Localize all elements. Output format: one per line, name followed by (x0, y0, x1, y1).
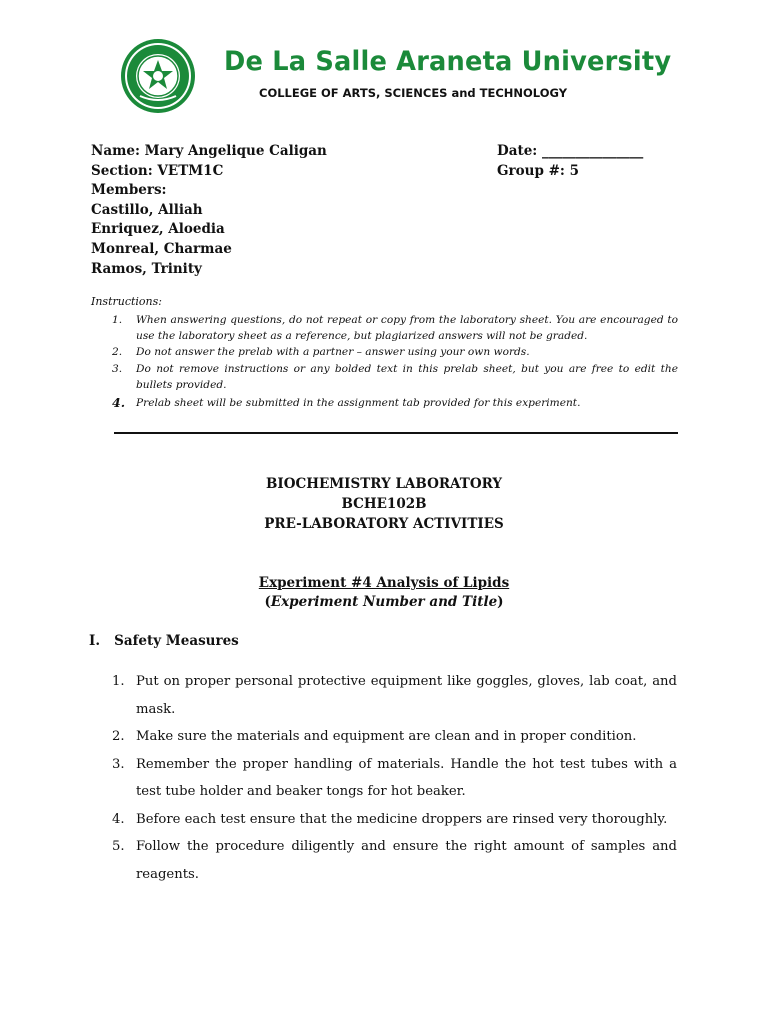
instructions-list (112, 312, 678, 411)
course-title: BIOCHEMISTRY LABORATORY (265, 476, 503, 492)
member-item: Ramos, Trinity (91, 260, 202, 277)
activity-title: PRE-LABORATORY ACTIVITIES (264, 516, 504, 532)
date-group-block (497, 142, 643, 181)
safety-item: 3. Remember the proper handling of materials. Handle the hot test tubes with a test tube holder and beaker tongs for hot beaker. (112, 756, 677, 799)
safety-item: 5. Follow the procedure diligently and ensure the right amount of samples and reagents. (112, 839, 677, 882)
instruction-item: 2. Do not answer the prelab with a partner – answer using your own words. (112, 346, 530, 359)
student-name: Name: Mary Angelique Caligan (91, 143, 327, 159)
college-name: COLLEGE OF ARTS, SCIENCES and TECHNOLOGY (259, 86, 568, 100)
date-field: Date: _______________ (497, 143, 644, 159)
instruction-item: 1. When answering questions, do not repeat or copy from the laboratory sheet. You are encouraged to use the laboratory sheet as a reference, but plagiarized answers will not be graded. (112, 314, 678, 343)
instructions-title: Instructions: (91, 295, 162, 308)
group-number: Group #: 5 (497, 162, 579, 179)
section-heading: I. Safety Measures (89, 633, 239, 649)
instruction-item: 4. Prelab sheet will be submitted in the assignment tab provided for this experiment. (112, 395, 581, 411)
experiment-hint: (Experiment Number and Title) (264, 594, 504, 610)
safety-item: 1. Put on proper personal protective equipment like goggles, gloves, lab coat, and mask. (112, 674, 677, 717)
university-seal-icon (120, 38, 196, 114)
course-code: BCHE102B (341, 496, 427, 512)
safety-item: 2. Make sure the materials and equipment are clean and in proper condition. (112, 729, 637, 744)
student-section: Section: VETM1C (91, 162, 224, 179)
student-info (91, 142, 327, 279)
members-label: Members: (91, 182, 167, 199)
member-item: Enriquez, Aloedia (91, 221, 225, 238)
experiment-title: Experiment #4 Analysis of Lipids (258, 575, 510, 591)
safety-item: 4. Before each test ensure that the medicine droppers are rinsed very thoroughly. (112, 811, 668, 827)
university-name: De La Salle Araneta University (224, 46, 672, 77)
member-item: Castillo, Alliah (91, 201, 203, 218)
instruction-item: 3. Do not remove instructions or any bolded text in this prelab sheet, but you are free to edit the bullets provided. (112, 362, 678, 391)
safety-measures-list (112, 668, 677, 888)
member-item: Monreal, Charmae (91, 240, 232, 257)
horizontal-divider (114, 432, 678, 434)
